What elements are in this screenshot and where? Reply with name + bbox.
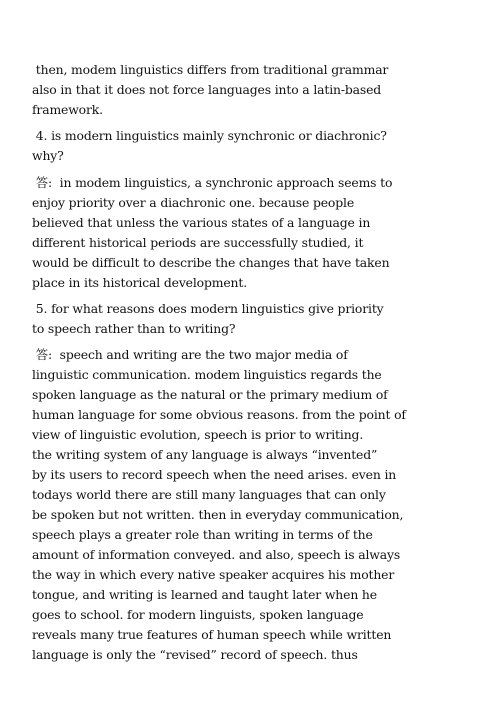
text-line: the way in which every native speaker acquires his mother <box>32 567 395 582</box>
text-line: believed that unless the various states of a language in <box>32 215 371 230</box>
answer-line: 答: in modem linguistics, a synchronic approach seems to <box>32 175 393 190</box>
text-line: tongue, and writing is learned and taught later when he <box>32 587 377 602</box>
text-line: framework. <box>32 102 103 117</box>
text-line: would be difficult to describe the changes that have taken <box>32 255 390 270</box>
text-line: view of linguistic evolution, speech is prior to writing. <box>32 427 364 442</box>
question-heading: 4. is modern linguistics mainly synchronic or diachronic? <box>32 128 387 143</box>
text-line: different historical periods are successfully studied, it <box>32 235 364 250</box>
question-heading: 5. for what reasons does modern linguistics give priority <box>32 301 384 316</box>
text-line: language is only the “revised” record of speech. thus <box>32 647 358 662</box>
text-line: amount of information conveyed. and also, speech is always <box>32 547 401 562</box>
text-line: reveals many true features of human speech while written <box>32 627 392 642</box>
text-line: linguistic communication. modem linguistics regards the <box>32 367 382 382</box>
text-line: the writing system of any language is always “invented” <box>32 447 378 462</box>
text-line: be spoken but not written. then in everyday communication, <box>32 507 404 522</box>
text-line: to speech rather than to writing? <box>32 321 236 336</box>
text-line: speech plays a greater role than writing in terms of the <box>32 527 373 542</box>
answer-line: 答: speech and writing are the two major media of <box>32 347 348 362</box>
text-line: then, modem linguistics differs from traditional grammar <box>32 62 389 77</box>
text-line: place in its historical development. <box>32 275 247 290</box>
text-line: why? <box>32 148 64 163</box>
text-line: spoken language as the natural or the primary medium of <box>32 387 388 402</box>
text-line: enjoy priority over a diachronic one. because people <box>32 195 355 210</box>
text-line: todays world there are still many languages that can only <box>32 487 386 502</box>
text-line: human language for some obvious reasons. from the point of <box>32 407 406 422</box>
text-line: goes to school. for modern linguists, spoken language <box>32 607 364 622</box>
text-line: also in that it does not force languages into a latin-based <box>32 82 382 97</box>
text-line: by its users to record speech when the need arises. even in <box>32 467 397 482</box>
